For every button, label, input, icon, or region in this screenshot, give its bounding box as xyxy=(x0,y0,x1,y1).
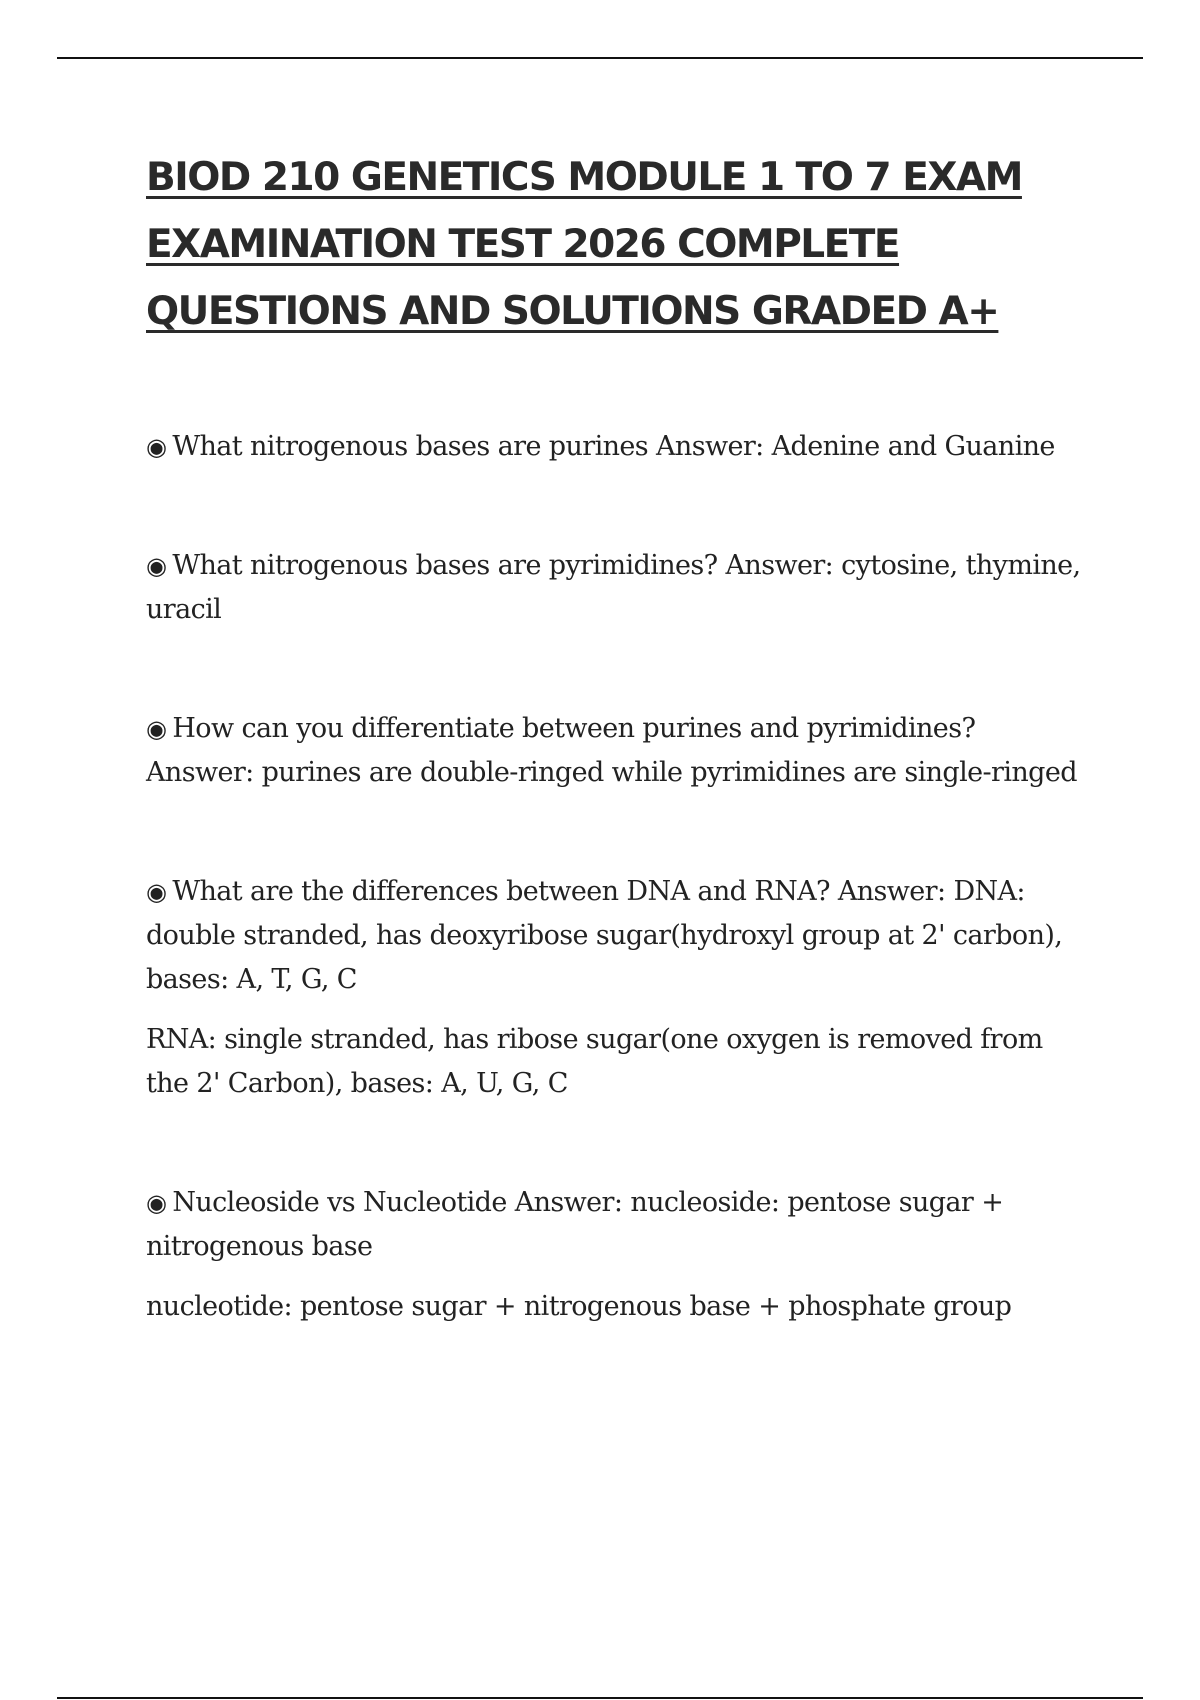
radio-bullet-icon: ◉ xyxy=(146,552,167,580)
top-rule xyxy=(57,57,1143,59)
question-text: Nucleoside vs Nucleotide Answer: nucleoside: pentose sugar + nitrogenous base xyxy=(146,1187,1004,1262)
title-line: QUESTIONS AND SOLUTIONS GRADED A+ xyxy=(146,289,999,334)
answer-continuation: RNA: single stranded, has ribose sugar(one oxygen is removed from the 2' Carbon), bases: A, U, G, C xyxy=(146,1024,1043,1099)
question-item xyxy=(146,544,1086,632)
question-text: How can you differentiate between purines and pyrimidines? Answer: purines are double-ringed while pyrimidines are single-ringed xyxy=(146,713,1077,788)
radio-bullet-icon: ◉ xyxy=(146,433,167,461)
question-text: What nitrogenous bases are purines Answer: Adenine and Guanine xyxy=(172,431,1055,462)
question-text: What are the differences between DNA and RNA? Answer: DNA: double stranded, has deoxyribose sugar(hydroxyl group at 2' carbon), bases: A, T, G, C xyxy=(146,876,1063,995)
question-item xyxy=(146,1181,1086,1329)
title-line: EXAMINATION TEST 2026 COMPLETE xyxy=(146,222,900,267)
title-line: BIOD 210 GENETICS MODULE 1 TO 7 EXAM xyxy=(146,155,1022,200)
radio-bullet-icon: ◉ xyxy=(146,715,167,743)
document-page xyxy=(146,144,1086,1329)
answer-continuation: nucleotide: pentose sugar + nitrogenous base + phosphate group xyxy=(146,1291,1012,1322)
radio-bullet-icon: ◉ xyxy=(146,1189,167,1217)
question-text: What nitrogenous bases are pyrimidines? Answer: cytosine, thymine, uracil xyxy=(146,550,1081,625)
question-item xyxy=(146,870,1086,1106)
radio-bullet-icon: ◉ xyxy=(146,878,167,906)
question-item xyxy=(146,707,1086,795)
document-title xyxy=(146,144,1086,345)
question-item xyxy=(146,425,1086,469)
bottom-rule xyxy=(57,1697,1143,1699)
question-list xyxy=(146,425,1086,1329)
